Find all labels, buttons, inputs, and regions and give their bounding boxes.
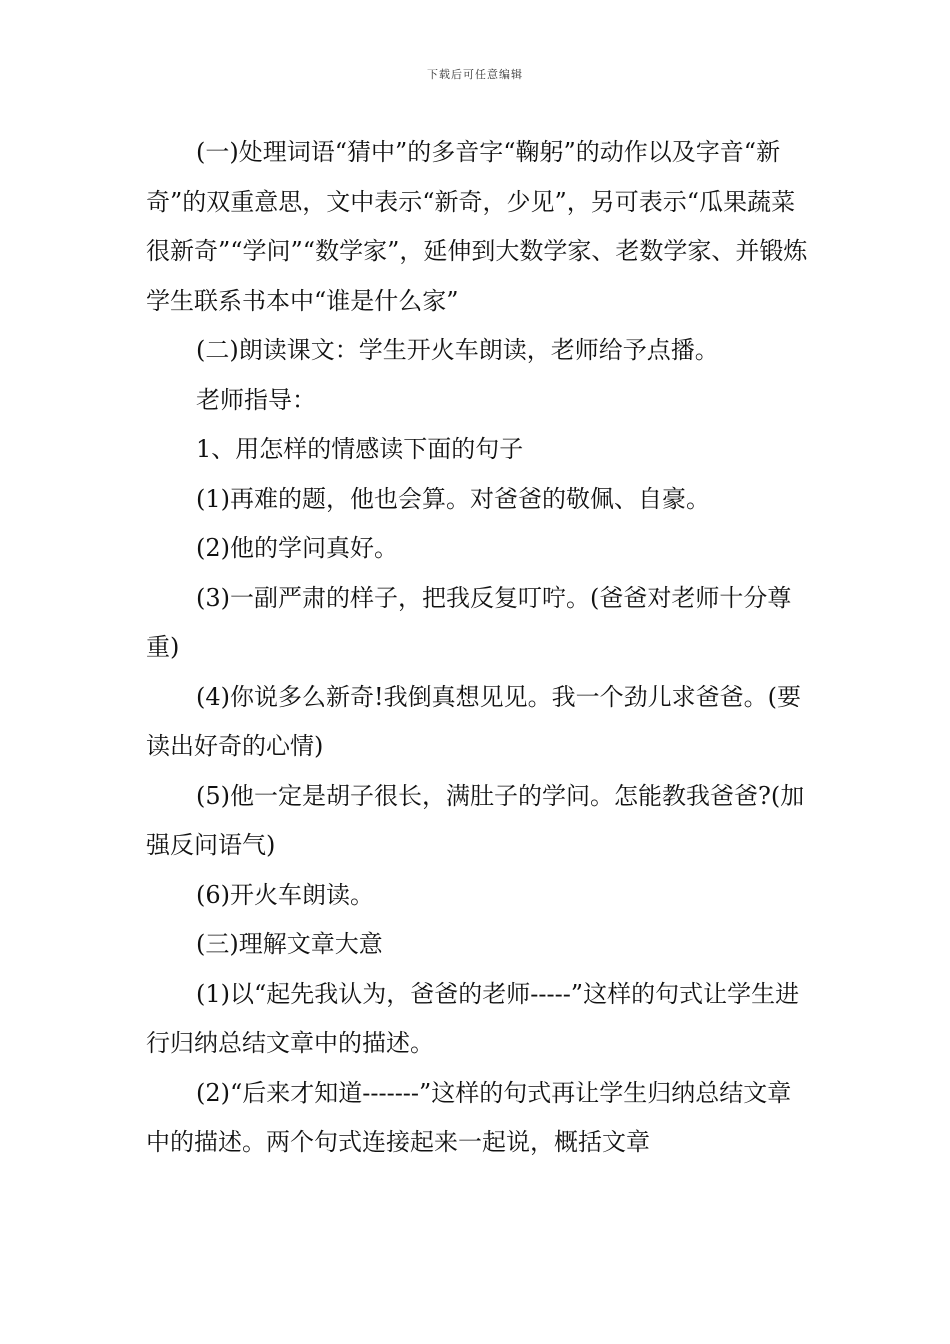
paragraph-1: (一)处理词语“猜中”的多音字“鞠躬”的动作以及字音“新奇”的双重意思，文中表示“新奇，少见”，另可表示“瓜果蔬菜很新奇”“学问”“数学家”，延伸到大数学家、老数学家、并锻炼学生联系书本中“谁是什么家”	[146, 138, 808, 315]
paragraph-13: (2)“后来才知道-------”这样的句式再让学生归纳总结文章中的描述。两个句式连接起来一起说，概括文章	[146, 1078, 792, 1156]
paragraph-12: (1)以“起先我认为，爸爸的老师-----”这样的句式让学生进行归纳总结文章中的描述。	[146, 979, 800, 1057]
paragraph-5: (1)再难的题，他也会算。对爸爸的敬佩、自豪。	[196, 484, 710, 513]
page-header-note: 下载后可任意编辑	[427, 68, 523, 81]
paragraph-9: (5)他一定是胡子很长，满肚子的学问。怎能教我爸爸?(加强反问语气)	[146, 781, 805, 859]
paragraph-8: (4)你说多么新奇!我倒真想见见。我一个劲儿求爸爸。(要读出好奇的心情)	[146, 682, 802, 760]
paragraph-3: 老师指导：	[196, 385, 316, 414]
paragraph-7: (3)一副严肃的样子，把我反复叮咛。(爸爸对老师十分尊重)	[146, 583, 792, 661]
document-body	[146, 128, 808, 1168]
paragraph-11: (三)理解文章大意	[196, 930, 383, 958]
paragraph-2: (二)朗读课文：学生开火车朗读，老师给予点播。	[196, 336, 719, 364]
paragraph-10: (6)开火车朗读。	[196, 880, 374, 909]
paragraph-6: (2)他的学问真好。	[196, 534, 398, 562]
paragraph-4: 1、用怎样的情感读下面的句子	[196, 435, 524, 463]
